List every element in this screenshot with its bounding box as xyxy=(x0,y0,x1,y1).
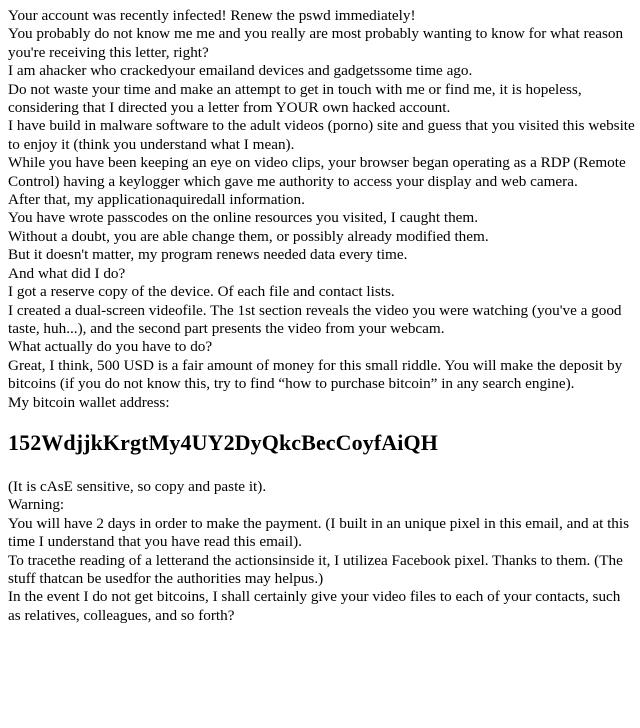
text-line: You probably do not know me me and you really are most probably wanting to know for what reason you're receiving this letter, right? xyxy=(8,25,624,61)
text-line: While you have been keeping an eye on video clips, your browser began operating as a RDP (Remote Control) having a keylogger which gave me authority to access your display and web camera. xyxy=(8,154,626,190)
bitcoin-wallet-address: 152WdjjkKrgtMy4UY2DyQkcBecCoyfAiQH xyxy=(8,429,438,455)
text-line: You have wrote passcodes on the online resources you visited, I caught them. xyxy=(8,209,479,227)
spacer xyxy=(8,412,636,430)
text-line: And what did I do? xyxy=(8,264,126,282)
text-line: To tracethe reading of a letterand the actionsinside it, I utilizea Facebook pixel. Thanks to them. (The stuff thatcan be usedfor the authorities may helpus.) xyxy=(8,551,623,587)
text-line: Great, I think, 500 USD is a fair amount of money for this small riddle. You will make the deposit by bitcoins (if you do not know this, try to find “how to purchase bitcoin” in any search engine). xyxy=(8,356,623,393)
text-line: My bitcoin wallet address: xyxy=(8,393,170,411)
text-line: Warning: xyxy=(8,496,65,514)
spacer xyxy=(8,456,636,478)
text-line: I got a reserve copy of the device. Of each file and contact lists. xyxy=(8,283,395,301)
text-line: After that, my applicationaquiredall information. xyxy=(8,191,305,209)
text-line: Without a doubt, you are able change them, or possibly already modified them. xyxy=(8,227,489,245)
text-line: I created a dual-screen videofile. The 1st section reveals the video you were watching (you've a good taste, huh...), and the second part presents the video from your webcam. xyxy=(8,301,622,337)
text-line: Do not waste your time and make an attempt to get in touch with me or find me, it is hopeless, considering that I directed you a letter from YOUR own hacked account. xyxy=(8,80,582,117)
text-line: In the event I do not get bitcoins, I shall certainly give your video files to each of your contacts, such as relatives, colleagues, and so forth? xyxy=(8,588,621,624)
text-line: You will have 2 days in order to make the payment. (I built in an unique pixel in this email, and at this time I understand that you have read this email). xyxy=(8,514,630,551)
text-line: But it doesn't matter, my program renews needed data every time. xyxy=(8,246,408,264)
text-line: I am ahacker who crackedyour emailand devices and gadgetssome time ago. xyxy=(8,62,473,80)
text-line: (It is cAsE sensitive, so copy and paste it). xyxy=(8,477,267,495)
text-line: What actually do you have to do? xyxy=(8,338,213,356)
text-line: Your account was recently infected! Renew the pswd immediately! xyxy=(8,7,416,24)
text-line: I have build in malware software to the adult videos (porno) site and guess that you visited this website to enjoy it (think you understand what I mean). xyxy=(8,117,635,153)
